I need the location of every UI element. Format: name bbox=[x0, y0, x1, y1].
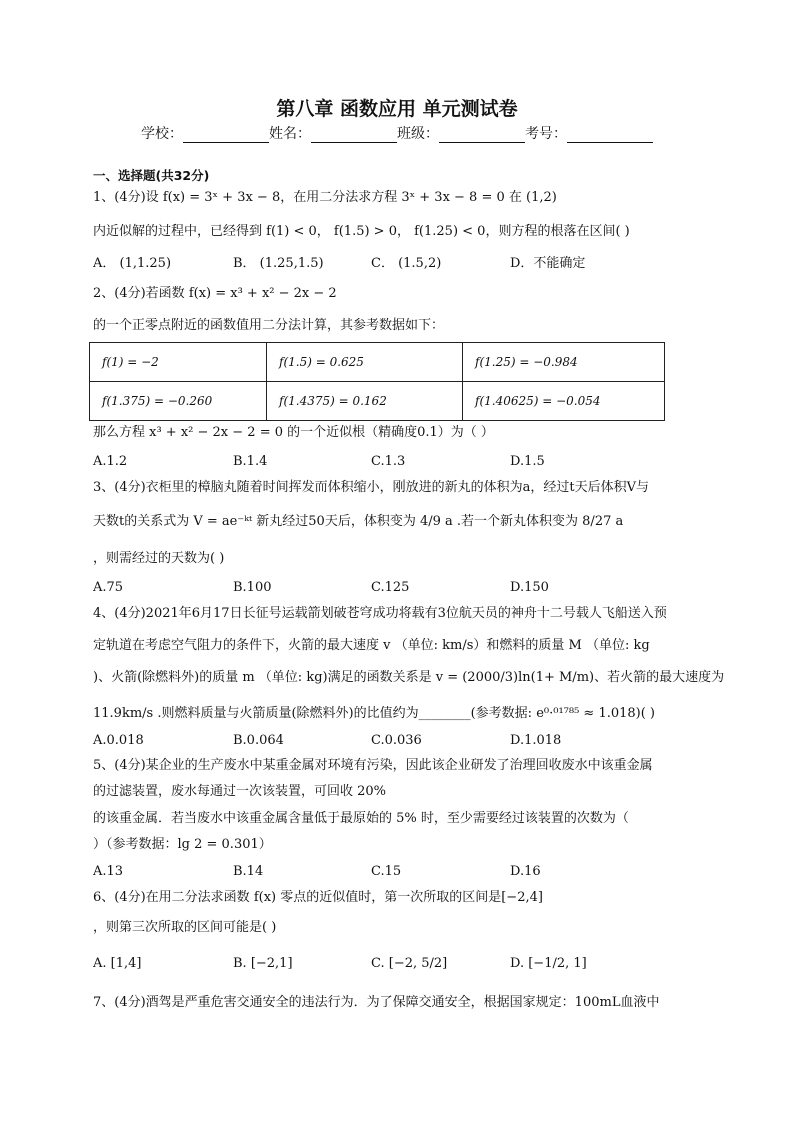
q5-option-d[interactable]: D.16 bbox=[510, 864, 541, 879]
school-label: 学校： bbox=[141, 126, 183, 142]
q6-line1: 6、(4分)在用二分法求函数 f(x) 零点的近似值时，第一次所取的区间是[−2,4] bbox=[93, 890, 543, 905]
q1-option-c[interactable]: C． (1.5,2) bbox=[371, 256, 442, 271]
name-label: 姓名： bbox=[269, 126, 311, 142]
q5-line1: 5、(4分)某企业的生产废水中某重金属对环境有污染，因此该企业研发了治理回收废水中该重金属 bbox=[93, 758, 653, 773]
page-title: 第八章 函数应用 单元测试卷 bbox=[276, 98, 518, 120]
q1-line2: 内近似解的过程中，已经得到 f(1) < 0， f(1.5) > 0， f(1.25) < 0，则方程的根落在区间( ) bbox=[93, 224, 630, 239]
q3-option-d[interactable]: D.150 bbox=[510, 580, 549, 595]
q4-option-c[interactable]: C.0.036 bbox=[371, 733, 422, 748]
section-heading: 一、选择题(共32分) bbox=[93, 168, 210, 183]
q7-line1: 7、(4分)酒驾是严重危害交通安全的违法行为．为了保障交通安全，根据国家规定：100mL血液中 bbox=[93, 995, 660, 1010]
q3-option-b[interactable]: B.100 bbox=[233, 580, 272, 595]
student-info-line bbox=[0, 126, 794, 143]
q5-line2: 的过滤装置，废水每通过一次该装置，可回收 20% bbox=[93, 784, 387, 799]
q2-option-c[interactable]: C.1.3 bbox=[371, 454, 406, 469]
table-row bbox=[90, 382, 665, 421]
q1-option-d[interactable]: D．不能确定 bbox=[510, 256, 586, 271]
q6-option-b[interactable]: B. [−2,1] bbox=[233, 956, 293, 971]
table-cell: f(1.375) = −0.260 bbox=[90, 382, 267, 421]
q1-option-a[interactable]: A． (1,1.25) bbox=[93, 256, 172, 271]
q4-line1: 4、(4分)2021年6月17日长征号运载箭划破苍穹成功将载有3位航天员的神舟十二号载人飞船送入预 bbox=[93, 606, 667, 621]
q2-option-a[interactable]: A.1.2 bbox=[93, 454, 128, 469]
q2-option-b[interactable]: B.1.4 bbox=[233, 454, 268, 469]
q1-option-b[interactable]: B． (1.25,1.5) bbox=[233, 256, 324, 271]
q5-line3: 的该重金属．若当废水中该重金属含量低于最原始的 5% 时，至少需要经过该装置的次数为（ bbox=[93, 811, 629, 826]
table-cell: f(1.25) = −0.984 bbox=[463, 343, 665, 382]
q3-option-a[interactable]: A.75 bbox=[93, 580, 124, 595]
q3-line1: 3、(4分)衣柜里的樟脑丸随着时间挥发而体积缩小，刚放进的新丸的体积为a，经过t天后体积V与 bbox=[93, 480, 650, 495]
name-blank[interactable] bbox=[311, 128, 397, 143]
q6-option-d[interactable]: D. [−1/2, 1] bbox=[510, 956, 587, 971]
q4-option-a[interactable]: A.0.018 bbox=[93, 733, 144, 748]
q6-line2: ，则第三次所取的区间可能是( ) bbox=[93, 920, 277, 935]
q2-line3: 那么方程 x³ + x² − 2x − 2 = 0 的一个近似根（精确度0.1）为（ ） bbox=[93, 425, 494, 440]
table-cell: f(1.40625) = −0.054 bbox=[463, 382, 665, 421]
table-cell: f(1.5) = 0.625 bbox=[267, 343, 463, 382]
q3-line3: ，则需经过的天数为( ) bbox=[93, 551, 225, 566]
q4-line2: 定轨道在考虑空气阻力的条件下，火箭的最大速度 v （单位: km/s）和燃料的质量 M （单位: kg bbox=[93, 638, 650, 653]
table-cell: f(1) = −2 bbox=[90, 343, 267, 382]
class-label: 班级： bbox=[397, 126, 439, 142]
q4-option-d[interactable]: D.1.018 bbox=[510, 733, 562, 748]
number-label: 考号： bbox=[525, 126, 567, 142]
q5-option-c[interactable]: C.15 bbox=[371, 864, 402, 879]
q3-line2: 天数t的关系式为 V = ae⁻ᵏᵗ 新丸经过50天后，体积变为 4/9 a .若一个新丸体积变为 8/27 a bbox=[93, 514, 624, 529]
number-blank[interactable] bbox=[567, 128, 653, 143]
q4-line3: )、火箭(除燃料外)的质量 m （单位: kg)满足的函数关系是 v = (2000/3)ln(1+ M/m)、若火箭的最大速度为 bbox=[93, 670, 725, 685]
class-blank[interactable] bbox=[439, 128, 525, 143]
q4-option-b[interactable]: B.0.064 bbox=[233, 733, 284, 748]
q2-line2: 的一个正零点附近的函数值用二分法计算，其参考数据如下： bbox=[93, 318, 445, 333]
q6-option-c[interactable]: C. [−2, 5/2] bbox=[371, 956, 448, 971]
q2-option-d[interactable]: D.1.5 bbox=[510, 454, 545, 469]
q1-line1: 1、(4分)设 f(x) = 3ˣ + 3x − 8，在用二分法求方程 3ˣ + 3x − 8 = 0 在 (1,2) bbox=[93, 190, 557, 205]
q4-line4: 11.9km/s .则燃料质量与火箭质量(除燃料外)的比值约为________(参考数据: e⁰·⁰¹⁷⁸⁵ ≈ 1.018)( ) bbox=[93, 706, 656, 721]
school-blank[interactable] bbox=[183, 128, 269, 143]
q3-option-c[interactable]: C.125 bbox=[371, 580, 410, 595]
q2-line1: 2、(4分)若函数 f(x) = x³ + x² − 2x − 2 bbox=[93, 286, 337, 301]
q5-option-a[interactable]: A.13 bbox=[93, 864, 124, 879]
q6-option-a[interactable]: A. [1,4] bbox=[93, 956, 142, 971]
q5-option-b[interactable]: B.14 bbox=[233, 864, 264, 879]
table-row bbox=[90, 343, 665, 382]
reference-data-table bbox=[89, 342, 665, 421]
table-cell: f(1.4375) = 0.162 bbox=[267, 382, 463, 421]
q5-line4: ）（参考数据：lg 2 = 0.301） bbox=[93, 837, 272, 852]
